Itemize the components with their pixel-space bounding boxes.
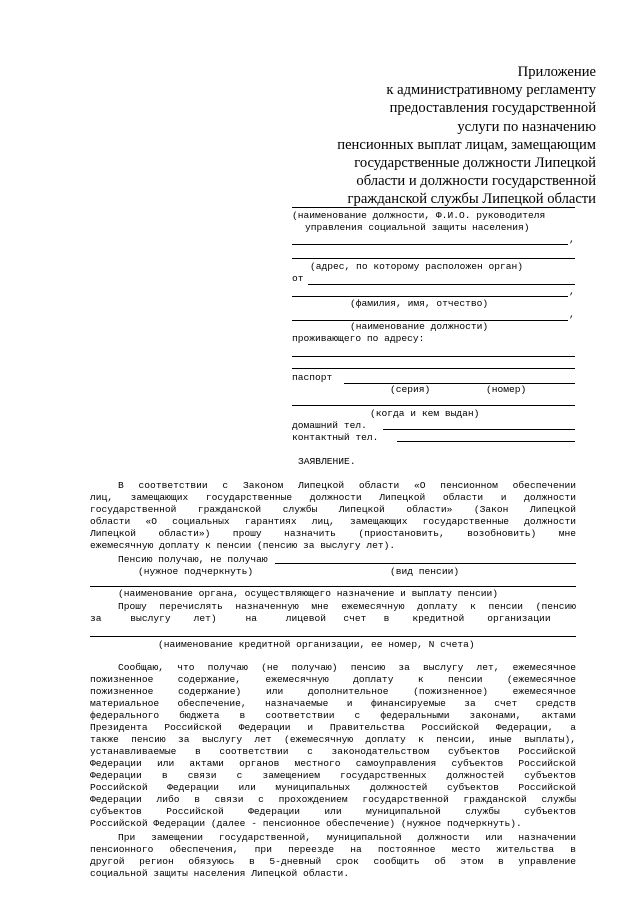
residing-label: проживающего по адресу:: [292, 333, 425, 344]
home-phone-label: домашний тел.: [292, 420, 367, 431]
text-line: Президента Российской Федерации и Правительства Российской Федерации, а: [90, 722, 576, 733]
residence-line[interactable]: [292, 368, 575, 369]
bank-account-line[interactable]: [90, 636, 576, 637]
text-line: государственной гражданской службы Липецкой области» (Закон Липецкой: [90, 504, 576, 515]
issued-caption: (когда и кем выдан): [370, 408, 480, 419]
text-line: Прошу перечислять назначенную мне ежемесячную доплату к пенсии (пенсию: [118, 601, 576, 612]
address-line[interactable]: [292, 258, 575, 259]
text-line: субъектов Российской Федерации или муниципальной службы субъектов: [90, 806, 576, 817]
text-line: Федерации либо в связи с прохождением государственной гражданской службы: [90, 794, 576, 805]
comma: ,: [569, 309, 575, 320]
addressee-line[interactable]: [292, 244, 568, 245]
text-line: Сообщаю, что получаю (не получаю) пенсию за выслугу лет, ежемесячное: [118, 662, 576, 673]
text-line: При замещении государственной, муниципальной должности или назначении: [118, 832, 576, 843]
text-line: Федерации или актами органов местного самоуправления субъектов Российской: [90, 758, 576, 769]
fio-line[interactable]: [292, 296, 568, 297]
contact-phone-label: контактный тел.: [292, 432, 379, 443]
appendix-line: услуги по назначению: [457, 118, 596, 135]
text-line: Липецкой области») прошу назначить (приостановить, возобновить) мне: [90, 528, 576, 539]
text-line: области «О социальных гарантиях лиц, замещающих государственные должности: [90, 516, 576, 527]
text-line: В соответствии с Законом Липецкой области «О пенсионном обеспечении: [118, 480, 576, 491]
text-line: устанавливаемые в соответствии с законодательством субъектов Российской: [90, 746, 576, 757]
from-line[interactable]: [308, 284, 575, 285]
head-caption: управления социальной защиты населения): [305, 222, 530, 233]
series-caption: (серия): [390, 384, 431, 395]
passport-line[interactable]: [344, 383, 575, 384]
pension-type-caption: (вид пенсии): [390, 566, 460, 577]
text-line: также пенсию за выслугу лет (ежемесячную доплату к пенсии, иные выплаты),: [90, 734, 576, 745]
appendix-header: [300, 63, 596, 209]
bank-caption: (наименование кредитной организации, ее номер, N счета): [158, 639, 475, 650]
text-line: за выслугу лет) на лицевой счет в кредитной организации: [90, 613, 551, 624]
head-caption: (наименование должности, Ф.И.О. руководителя: [292, 210, 546, 221]
text-line: Российской Федерации или муниципальных должностей субъектов Российской: [90, 782, 576, 793]
text-line: материальное обеспечение, назначаемые и финансируемые за счет средств: [90, 698, 576, 709]
contact-phone-line[interactable]: [397, 441, 575, 442]
passport-label: паспорт: [292, 372, 333, 383]
pension-received-text: Пенсию получаю, не получаю: [118, 554, 268, 565]
residence-line[interactable]: [292, 356, 575, 357]
comma: ,: [569, 286, 575, 297]
appendix-line: к административному регламенту: [386, 82, 596, 99]
from-label: от: [292, 273, 304, 284]
underline-caption: (нужное подчеркнуть): [138, 566, 254, 577]
position-caption: (наименование должности): [350, 321, 489, 332]
organ-line[interactable]: [90, 586, 576, 587]
appendix-line: предоставления государственной: [389, 100, 596, 117]
text-line: лиц, замещающих государственные должности Липецкой области и должности: [90, 492, 576, 503]
text-line: пенсионного обеспечения, при переезде на постоянное место жительства в: [90, 844, 576, 855]
document-title: ЗАЯВЛЕНИЕ.: [298, 456, 356, 467]
address-caption: (адрес, по которому расположен орган): [310, 261, 524, 272]
home-phone-line[interactable]: [383, 429, 575, 430]
text-line: федерального бюджета в соответствии с федеральными законами, актами: [90, 710, 576, 721]
text-line: социальной защиты населения Липецкой области.: [90, 868, 350, 879]
text-line: пожизненное содержание, ежемесячную доплату к пенсии (ежемесячное: [90, 674, 576, 685]
number-caption: (номер): [486, 384, 527, 395]
text-line: пожизненное содержание) или дополнительное (пожизненное) ежемесячное: [90, 686, 576, 697]
addressee-line[interactable]: [292, 207, 575, 208]
text-line: другой регион обязуюсь в 5-дневный срок сообщить об этом в управление: [90, 856, 576, 867]
text-line: Федерации в связи с замещением государственных должностей субъектов: [90, 770, 576, 781]
appendix-line: пенсионных выплат лицам, замещающим: [337, 136, 596, 153]
appendix-line: области и должности государственной: [356, 173, 596, 190]
appendix-line: гражданской службы Липецкой области: [347, 191, 596, 208]
fio-caption: (фамилия, имя, отчество): [350, 298, 489, 309]
appendix-line: государственные должности Липецкой: [354, 155, 596, 172]
comma: ,: [569, 234, 575, 245]
issued-line[interactable]: [292, 405, 575, 406]
organ-caption: (наименование органа, осуществляющего назначение и выплату пенсии): [118, 588, 498, 599]
pension-type-line[interactable]: [275, 563, 576, 564]
text-line: Российской Федерации (далее - пенсионное обеспечение) (нужное подчеркнуть).: [90, 818, 522, 829]
appendix-line: Приложение: [517, 64, 596, 80]
text-line: ежемесячную доплату к пенсии (пенсию за выслугу лет).: [90, 540, 396, 551]
